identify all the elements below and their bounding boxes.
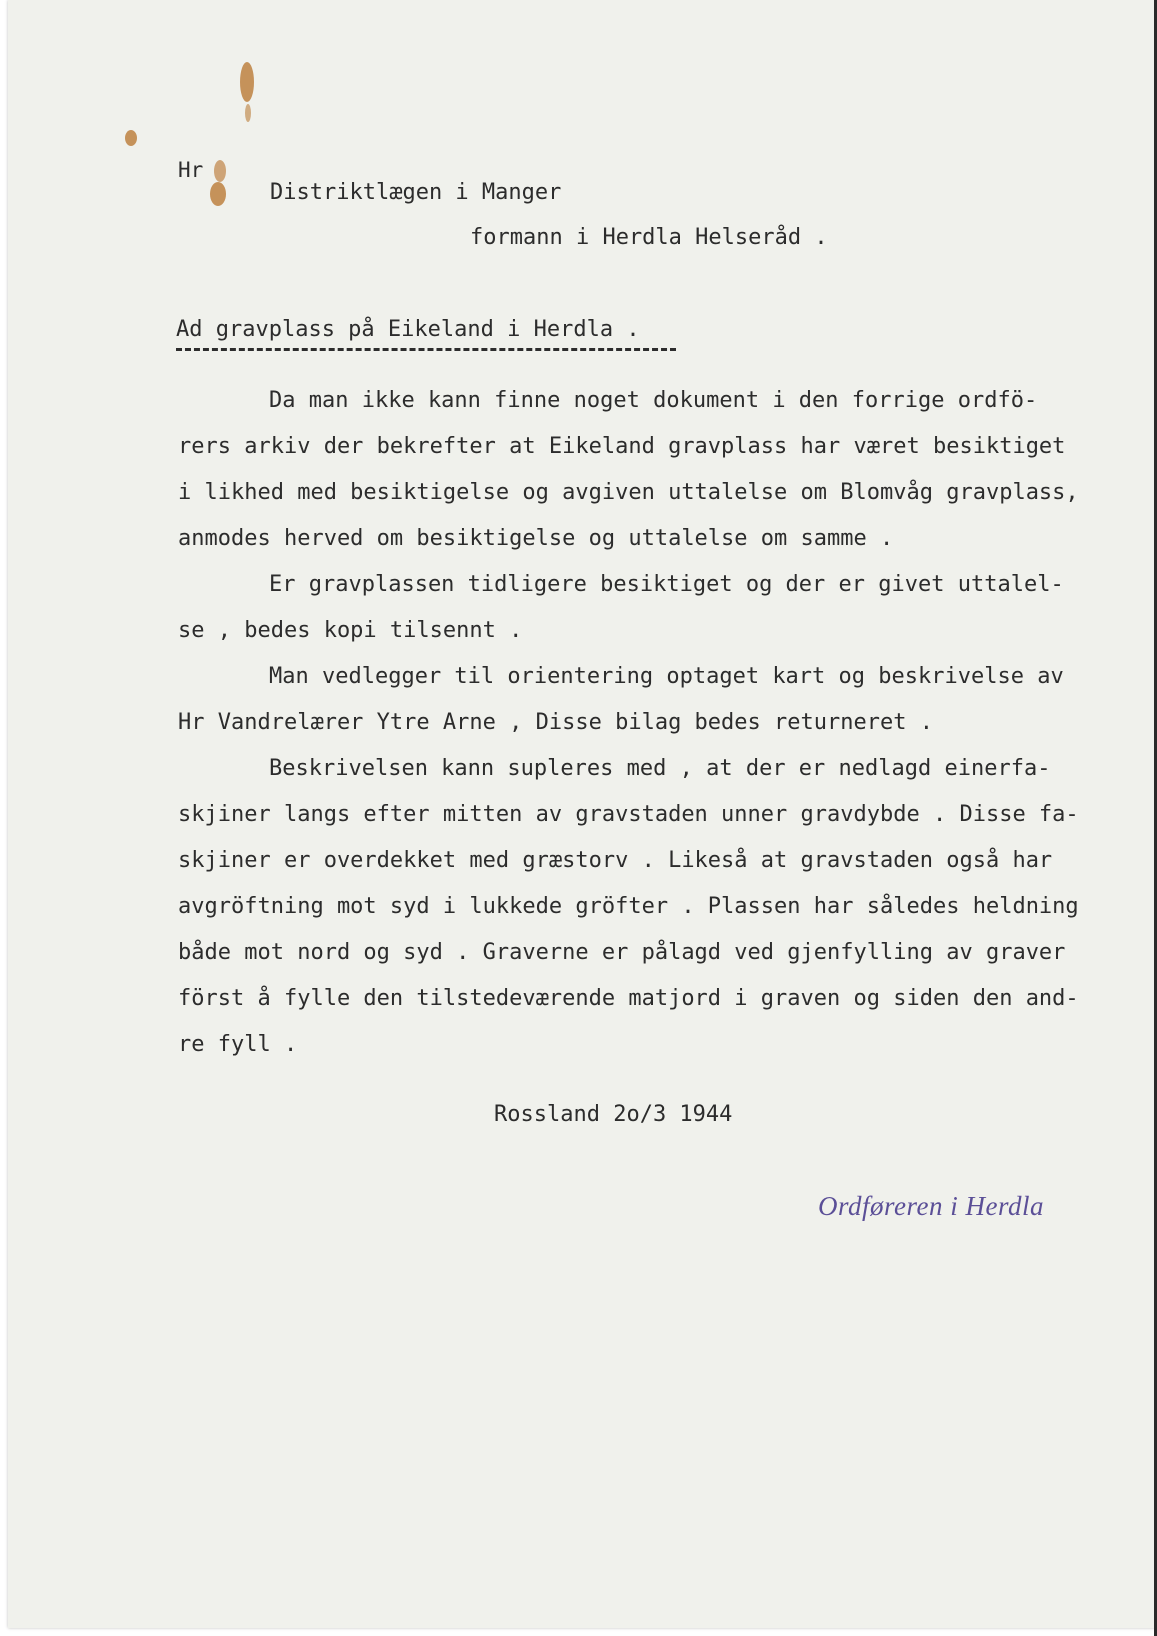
rust-stain bbox=[214, 160, 226, 182]
document-page bbox=[8, 0, 1156, 1628]
body-line: i likhed med besiktigelse og avgiven uttalelse om Blomvåg gravplass, bbox=[178, 480, 1079, 505]
body-line: anmodes herved om besiktigelse og uttalelse om samme . bbox=[178, 526, 894, 551]
place-and-date: Rossland 2o/3 1944 bbox=[494, 1102, 733, 1127]
recipient-line-2: formann i Herdla Helseråd . bbox=[470, 225, 828, 250]
body-line: skjiner er overdekket med græstorv . Likeså at gravstaden også har bbox=[178, 848, 1053, 873]
body-line: Hr Vandrelærer Ytre Arne , Disse bilag bedes returneret . bbox=[178, 710, 933, 735]
recipient-line-1: Distriktlægen i Manger bbox=[270, 180, 562, 205]
body-line: först å fylle den tilstedeværende matjord i graven og siden den and- bbox=[178, 986, 1079, 1011]
body-line: Beskrivelsen kann supleres med , at der er nedlagd einerfa- bbox=[269, 756, 1051, 781]
body-line: Er gravplassen tidligere besiktiget og der er givet uttalel- bbox=[269, 572, 1064, 597]
rust-stain bbox=[240, 62, 254, 102]
subject-line: Ad gravplass på Eikeland i Herdla . bbox=[176, 317, 640, 342]
body-line: Da man ikke kann finne noget dokument i den forrige ordfö- bbox=[269, 388, 1038, 413]
body-line: re fyll . bbox=[178, 1032, 298, 1057]
body-line: se , bedes kopi tilsennt . bbox=[178, 618, 523, 643]
body-line: avgröftning mot syd i lukkede gröfter . Plassen har således heldning bbox=[178, 894, 1079, 919]
body-line: skjiner langs efter mitten av gravstaden unner gravdybde . Disse fa- bbox=[178, 802, 1079, 827]
rust-stain bbox=[245, 104, 251, 122]
subject-underline bbox=[176, 348, 676, 351]
rust-stain bbox=[125, 130, 137, 146]
body-line: rers arkiv der bekrefter at Eikeland gravplass har været besiktiget bbox=[178, 434, 1066, 459]
body-line: Man vedlegger til orientering optaget kart og beskrivelse av bbox=[269, 664, 1064, 689]
salutation: Hr bbox=[178, 158, 204, 182]
signature-stamp: Ordføreren i Herdla bbox=[818, 1191, 1044, 1221]
rust-stain bbox=[210, 182, 226, 206]
body-line: både mot nord og syd . Graverne er pålagd ved gjenfylling av graver bbox=[178, 940, 1066, 965]
